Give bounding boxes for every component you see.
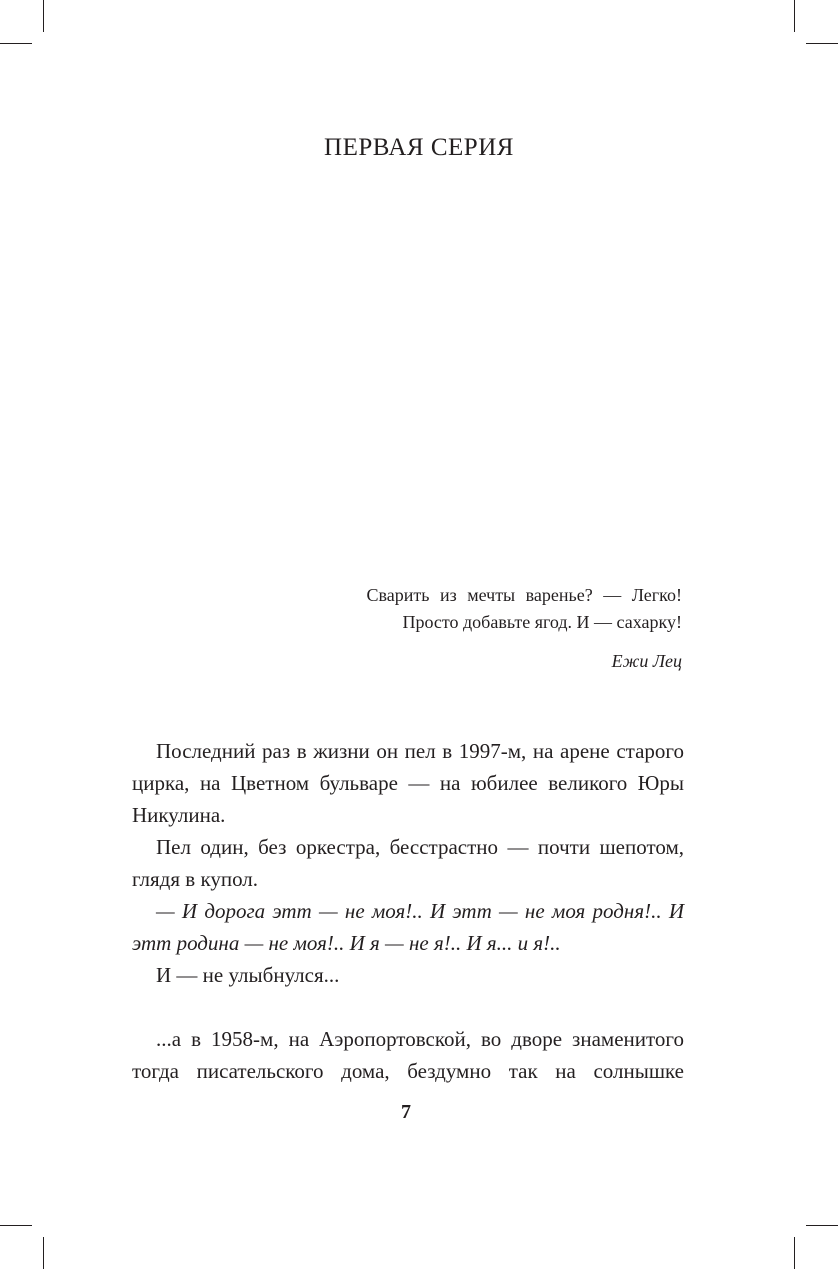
body-text [132, 735, 684, 1087]
song-lyrics-paragraph: — И дорога этт — не моя!.. И этт — не моя родня!.. И этт родина — не моя!.. И я — не я!.. И я... и я!.. [132, 899, 684, 955]
epigraph-line-2: Просто добавьте ягод. И — сахарку! [402, 612, 682, 632]
paragraph-2: Пел один, без оркестра, бесстрастно — почти шепотом, глядя в купол. [132, 835, 684, 891]
crop-mark-top-left-horizontal [0, 43, 32, 44]
crop-mark-bottom-left-vertical [43, 1237, 44, 1269]
crop-mark-top-right-horizontal [806, 43, 838, 44]
epigraph [367, 582, 683, 675]
crop-mark-bottom-right-vertical [794, 1237, 795, 1269]
crop-mark-bottom-left-horizontal [0, 1225, 32, 1226]
paragraph-5: ...а в 1958-м, на Аэропортовской, во дворе знаменитого тогда писательского дома, бездумно так на солнышке [132, 1027, 684, 1083]
paragraph-4: И — не улыбнулся... [156, 963, 340, 987]
crop-mark-top-left-vertical [43, 0, 44, 32]
page-number: 7 [401, 1101, 411, 1123]
epigraph-line-1: Сварить из мечты варенье? — Легко! [366, 585, 682, 605]
epigraph-author: Ежи Лец [611, 651, 682, 671]
paragraph-1: Последний раз в жизни он пел в 1997-м, на арене старого цирка, на Цветном бульваре — на юбилее великого Юры Никулина. [132, 739, 684, 827]
crop-mark-top-right-vertical [794, 0, 795, 32]
section-break [132, 991, 684, 1023]
chapter-title: ПЕРВАЯ СЕРИЯ [324, 134, 514, 161]
crop-mark-bottom-right-horizontal [806, 1225, 838, 1226]
